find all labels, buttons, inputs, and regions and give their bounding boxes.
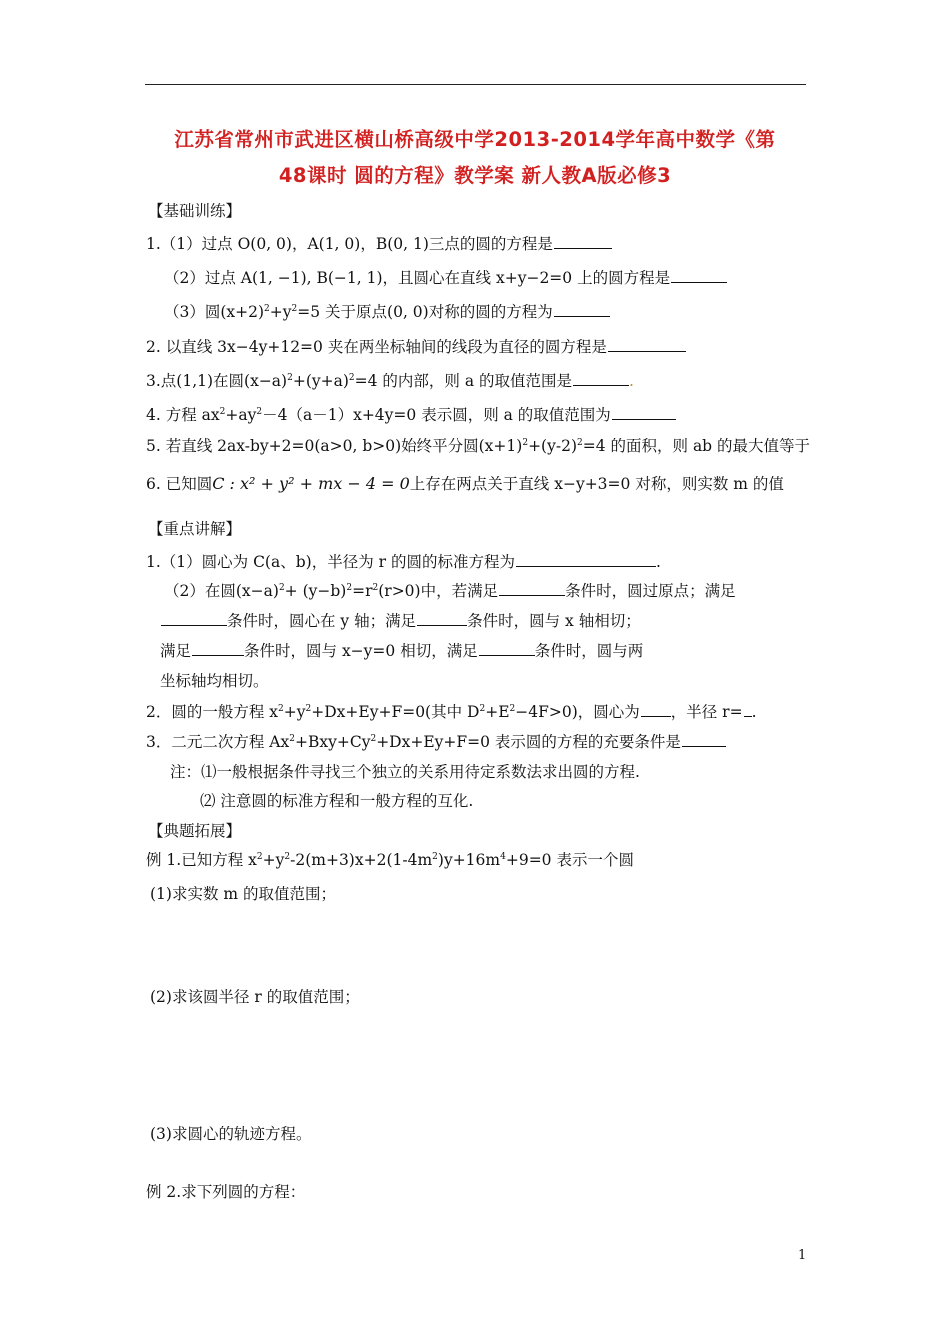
basic-q2: 2. 以直线 3x−4y+12=0 夹在两坐标轴间的线段为直径的圆方程是 xyxy=(146,337,686,357)
section-key-heading: 【重点讲解】 xyxy=(148,520,242,538)
key-k1d: 满足 条件时，圆与 x−y=0 相切，满足 条件时，圆与两 xyxy=(160,642,644,660)
example-1-part-1: (1)求实数 m 的取值范围； xyxy=(150,885,337,903)
header-rule xyxy=(145,84,806,85)
page-number: 1 xyxy=(798,1248,807,1263)
answer-blank[interactable] xyxy=(612,405,676,420)
answer-blank[interactable] xyxy=(479,641,535,656)
example-2: 例 2.求下列圆的方程： xyxy=(146,1183,306,1201)
answer-blank[interactable] xyxy=(161,611,227,626)
key-k3: 3．二元二次方程 $Ax^2+Bxy+Cy^2+Dx+Ey+F=0$ 表示圆的方程的充要条件是 xyxy=(146,732,726,752)
answer-blank[interactable] xyxy=(671,268,727,283)
answer-blank[interactable] xyxy=(554,234,612,249)
example-1-part-2: (2)求该圆半径 r 的取值范围； xyxy=(150,988,360,1006)
key-k1e: 坐标轴均相切。 xyxy=(160,672,269,690)
answer-blank[interactable] xyxy=(608,337,686,352)
answer-blank[interactable] xyxy=(192,641,244,656)
circle-equation: C : x² + y² + mx − 4 = 0 xyxy=(212,474,410,493)
basic-q1a: 1.（1）过点 O(0, 0)，A(1, 0)，B(0, 1)三点的圆的方程是 xyxy=(146,234,612,254)
example-1-part-3: (3)求圆心的轨迹方程。 xyxy=(150,1125,312,1143)
section-example-heading: 【典题拓展】 xyxy=(148,822,242,840)
key-k1b: （2）在圆$(x-a)^2+ (y-b)^2=r^2(r>0)$中，若满足 条件时，圆过原点；满足 xyxy=(164,582,736,600)
answer-blank[interactable] xyxy=(744,702,752,717)
answer-blank[interactable] xyxy=(516,552,656,567)
answer-blank[interactable] xyxy=(682,732,726,747)
basic-q4: 4. 方程 $ax^2+ay^2-4(a-1)x+4y=0$ 表示圆，则 a 的取值范围为 xyxy=(146,405,676,425)
answer-blank[interactable] xyxy=(573,371,629,386)
answer-blank[interactable] xyxy=(499,581,565,596)
basic-q5: 5. 若直线 2ax-by+2=0(a>0, b>0)始终平分圆$(x+1)^2+(y-2)^2=4$ 的面积，则 ab 的最大值等于 xyxy=(146,437,811,455)
key-k1c: 条件时，圆心在 y 轴；满足 条件时，圆与 x 轴相切； xyxy=(160,611,641,631)
key-k2: 2．圆的一般方程 $x^2+y^2+Dx+Ey+F=0$(其中 $D^2+E^2-4F>0$)，圆心为 ，半径 r= . xyxy=(146,703,757,721)
section-basic-heading: 【基础训练】 xyxy=(148,202,242,220)
answer-blank[interactable] xyxy=(554,302,610,317)
key-note-1: 注：⑴一般根据条件寻找三个独立的关系用待定系数法求出圆的方程. xyxy=(170,763,640,781)
basic-q1b: （2）过点 A(1, −1), B(−1, 1)，且圆心在直线 x+y−2=0 上的圆方程是 xyxy=(164,268,727,288)
key-note-2: ⑵ 注意圆的标准方程和一般方程的互化. xyxy=(200,792,474,810)
answer-blank[interactable] xyxy=(641,702,671,717)
basic-q6: 6. 已知圆C : x² + y² + mx − 4 = 0上存在两点关于直线 x−y+3=0 对称，则实数 m 的值 xyxy=(146,474,784,493)
document-title-line-1: 江苏省常州市武进区横山桥高级中学2013-2014学年高中数学《第 xyxy=(174,128,776,151)
example-1: 例 1.已知方程 $x^2+y^2-2(m+3)x+2(1-4m^2)y+16m^4+9=0$ 表示一个圆 xyxy=(146,851,634,869)
document-title-line-2: 48课时 圆的方程》教学案 新人教A版必修3 xyxy=(278,164,672,187)
basic-q3: 3.点(1,1)在圆$(x-a)^2+(y+a)^2=4$ 的内部，则 a 的取值范围是 . xyxy=(146,372,634,390)
basic-q1c: （3）圆$(x+2)^2+y^2=5$ 关于原点(0, 0)对称的圆的方程为 xyxy=(164,302,610,322)
answer-blank[interactable] xyxy=(417,611,467,626)
key-k1a: 1.（1）圆心为 C(a、b)，半径为 r 的圆的标准方程为 . xyxy=(146,553,661,571)
